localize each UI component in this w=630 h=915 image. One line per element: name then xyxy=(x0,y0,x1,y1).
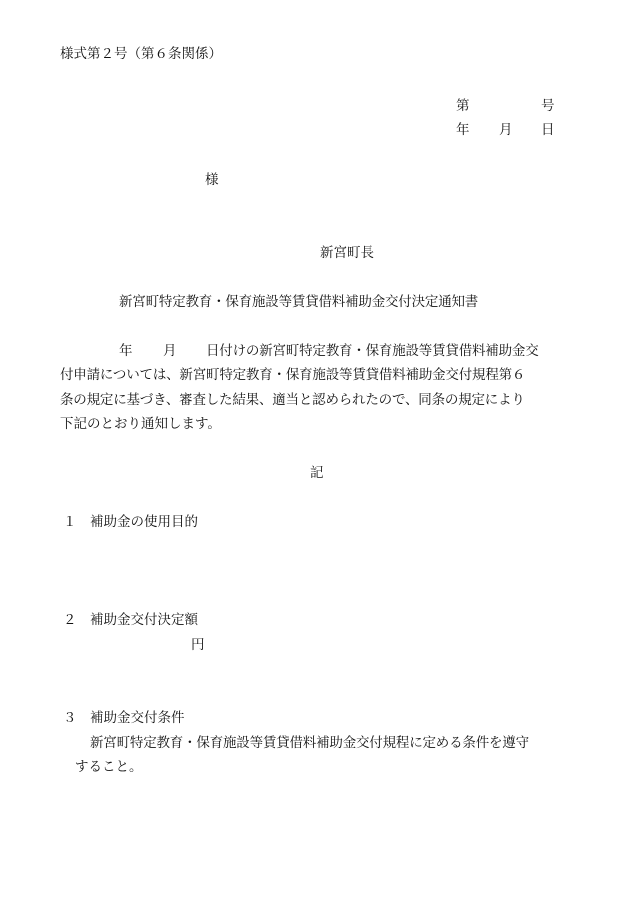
item-1-number: １ xyxy=(63,514,77,530)
issuer: 新宮町長 xyxy=(320,245,374,261)
addressee-suffix: 様 xyxy=(205,172,219,188)
item-2-unit: 円 xyxy=(191,637,205,653)
number-prefix: 第 xyxy=(456,98,470,114)
item-3-label: 補助金交付条件 xyxy=(90,710,185,726)
item-3-text-line-2: すること。 xyxy=(75,759,143,775)
item-3-number: ３ xyxy=(63,710,77,726)
body-line-1: 日付けの新宮町特定教育・保育施設等賃貸借料補助金交 xyxy=(206,343,539,359)
item-3-text-line-1: 新宮町特定教育・保育施設等賃貸借料補助金交付規程に定める条件を遵守 xyxy=(90,735,529,751)
item-2-number: ２ xyxy=(63,612,77,628)
ki-heading: 記 xyxy=(310,465,324,481)
form-label: 様式第２号（第６条関係） xyxy=(60,46,222,62)
date-month: 月 xyxy=(499,122,513,138)
body-year: 年 xyxy=(119,343,133,359)
body-line-2: 付申請については、新宮町特定教育・保育施設等賃貸借料補助金交付規程第６ xyxy=(60,367,526,383)
body-line-4: 下記のとおり通知します。 xyxy=(60,416,221,432)
document-title: 新宮町特定教育・保育施設等賃貸借料補助金交付決定通知書 xyxy=(119,294,479,310)
date-year: 年 xyxy=(456,122,470,138)
item-2-label: 補助金交付決定額 xyxy=(90,612,198,628)
item-1-label: 補助金の使用目的 xyxy=(90,514,198,530)
body-month: 月 xyxy=(163,343,177,359)
number-suffix: 号 xyxy=(541,98,555,114)
date-day: 日 xyxy=(541,122,555,138)
body-line-3: 条の規定に基づき、審査した結果、適当と認められたので、同条の規定により xyxy=(60,392,525,408)
